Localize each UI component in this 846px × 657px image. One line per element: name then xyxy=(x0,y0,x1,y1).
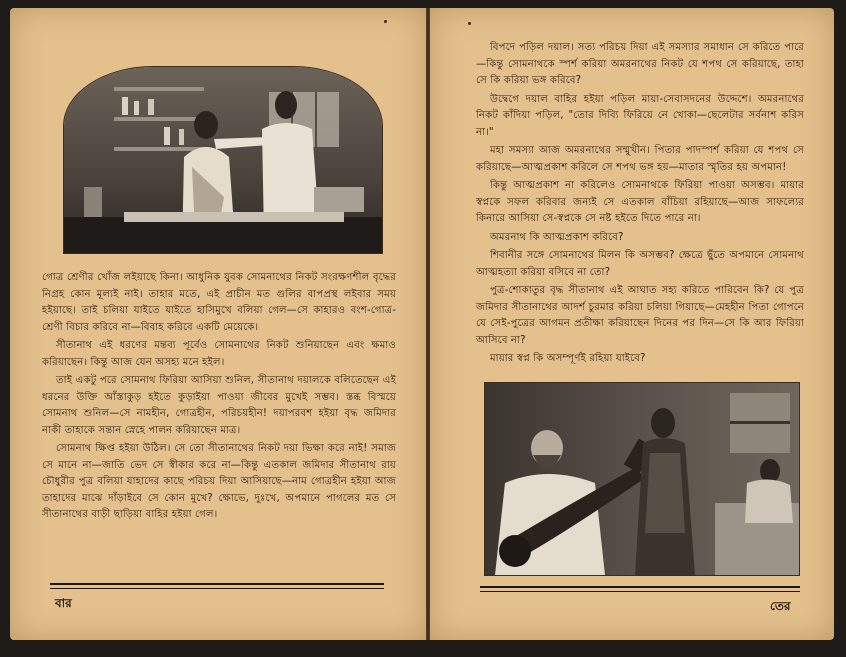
paragraph: মায়ার স্বপ্ন কি অসম্পূর্ণই রহিয়া যাইবে? xyxy=(490,353,646,364)
paragraph: শিবানীর সঙ্গে সোমনাথের মিলন কি অসম্ভব? ক্ষেত্রে ছুঁতে অপমানে সোমনাথ আত্মহত্যা করিয়া বসিবে না তো? xyxy=(476,250,804,278)
paragraph: সোমনাথ ক্ষিপ্ত হইয়া উঠিল। সে তো সীতানাথের নিকট দয়া ভিক্ষা করে নাই! সমাজ সে মানে না—জাতি ভেদ সে স্বীকার করে না—কিন্তু এতকাল জমিদার সীতানাথ রায় চৌধুরীর পুত্র বলিয়া যাহাদের কাছে পরিচয় দিয়া আসিয়াছে—নাম গোত্রহীন হইয়া আজ তাহাদের মাঝে দাঁড়াইবে সে কোন মুখে? ক্ষোভে, দুঃখে, অপমানে পাগলের মত সে সীতানাথের বাড়ী ছাড়িয়া বাহির হইয়া গেল। xyxy=(42,443,396,520)
footer-rule xyxy=(50,583,384,585)
paragraph: মহা সমস্যা আজ অমরনাথের সম্মুখীন। পিতার পাদস্পর্শ করিয়া যে শপথ সে করিয়াছে—আত্মপ্রকাশ করিলে সে শপথ ভঙ্গ হয়—মাতার স্মৃতির হয় অপমান! xyxy=(476,145,804,173)
page-mark xyxy=(384,20,387,23)
right-page xyxy=(430,8,834,640)
paragraph: উদ্বেগে দয়াল বাহির হইয়া পড়িল মায়া-সেবাসদনের উদ্দেশে। অমরনাথের নিকট কাঁদিয়া পড়িল, "তোর দিব্যি ফিরিয়ে নে খোকা—ছেলেটার সর্বনাশ করিস না।" xyxy=(476,93,804,138)
paragraph: অমরনাথ কি আত্মপ্রকাশ করিবে? xyxy=(490,231,624,243)
sitar-scene-photo xyxy=(484,382,800,576)
paragraph: বিপদে পড়িল দয়াল। সত্য পরিচয় দিয়া এই সমস্যার সমাধান সে করিতে পারে—কিন্তু সোমনাথকে স্পর্শ করিয়া অমরনাথের নিকট যে শপথ সে করিয়াছে, তাহা সে কি করিয়া ভঙ্গ করিবে? xyxy=(476,42,804,86)
page-number: বার xyxy=(55,596,72,610)
right-page-text xyxy=(476,40,804,370)
paragraph: পুত্র-শোকাতুর বৃদ্ধ সীতানাথ এই আঘাত সহ্য করিতে পারিবেন কি? যে পুত্র জমিদার সীতানাথের আদর্শ চুরমার করিয়া চলিয়া গিয়াছে—মেহহীন পিতা গোপনে যে সেই-পুত্রের আগমন প্রতীক্ষা করিয়াছেন দিনের পর দিন—সে কি আর ফিরিয়া আসিবে না? xyxy=(476,285,804,346)
left-page-text xyxy=(42,270,396,526)
paragraph: গোত্র শ্রেণীর খোঁজ লইয়াছে কিনা। আধুনিক যুবক সোমনাথের নিকট সংরক্ষণশীল বৃদ্ধের নিগ্রহ কোন মূল্যই নাই। তাহার মতে, এই প্রাচীন মত গুলির বাপপ্রস্থ লইবার সময় হইয়াছে। তাই চলিয়া যাইতে যাইতে হাসিমুখে বলিয়া গেল—সে কাহারও বংশ-গোত্র-শ্রেণী বিচার করিবে না—বিবাহ করিবে একটি মেয়েকে। xyxy=(42,272,396,333)
page-number: তের xyxy=(770,599,791,613)
footer-rule xyxy=(480,586,800,588)
paragraph: সীতানাথ এই ধরণের মন্তব্য পূর্বেও সোমনাথের নিকট শুনিয়াছেন এবং ক্ষমাও করিয়াছেন। কিন্তু আজ যেন অসহ্য মনে হইল। xyxy=(42,340,396,368)
left-page xyxy=(10,8,426,640)
footer-rule-thin xyxy=(480,591,800,592)
paragraph: কিন্তু আত্মপ্রকাশ না করিলেও সোমনাথকে ফিরিয়া পাওয়া অসম্ভব। মায়ার স্বপ্নকে সফল করিবার জন্যই সে এতকাল বাঁচিয়া রহিয়াছে—আজ সাফল্যের কিনারে আসিয়া সে-স্বপ্নকে সে নষ্ট হইতে দিতে পারে না। xyxy=(476,180,804,224)
footer-rule-thin xyxy=(50,588,384,589)
paragraph: তাই একটু পরে সোমনাথ ফিরিয়া আসিয়া শুনিল, সীতানাথ দয়ালকে বলিতেছেন এই ধরনের উক্তি আঁস্তাকুড় হইতে কুড়াইয়া পাওয়া জীবের মুখেই সম্ভব। স্তব্ধ বিস্ময়ে সোমনাথ শুনিল—সে নামহীন, গোত্রহীন, পরিচয়হীন! দয়াপরবশ হইয়া বৃদ্ধ জমিদার নাকী তাহাকে সন্তান স্নেহে পালন করিয়াছেন মাত্র। xyxy=(42,375,396,436)
lab-scene-photo xyxy=(63,66,383,254)
page-mark xyxy=(468,22,471,25)
